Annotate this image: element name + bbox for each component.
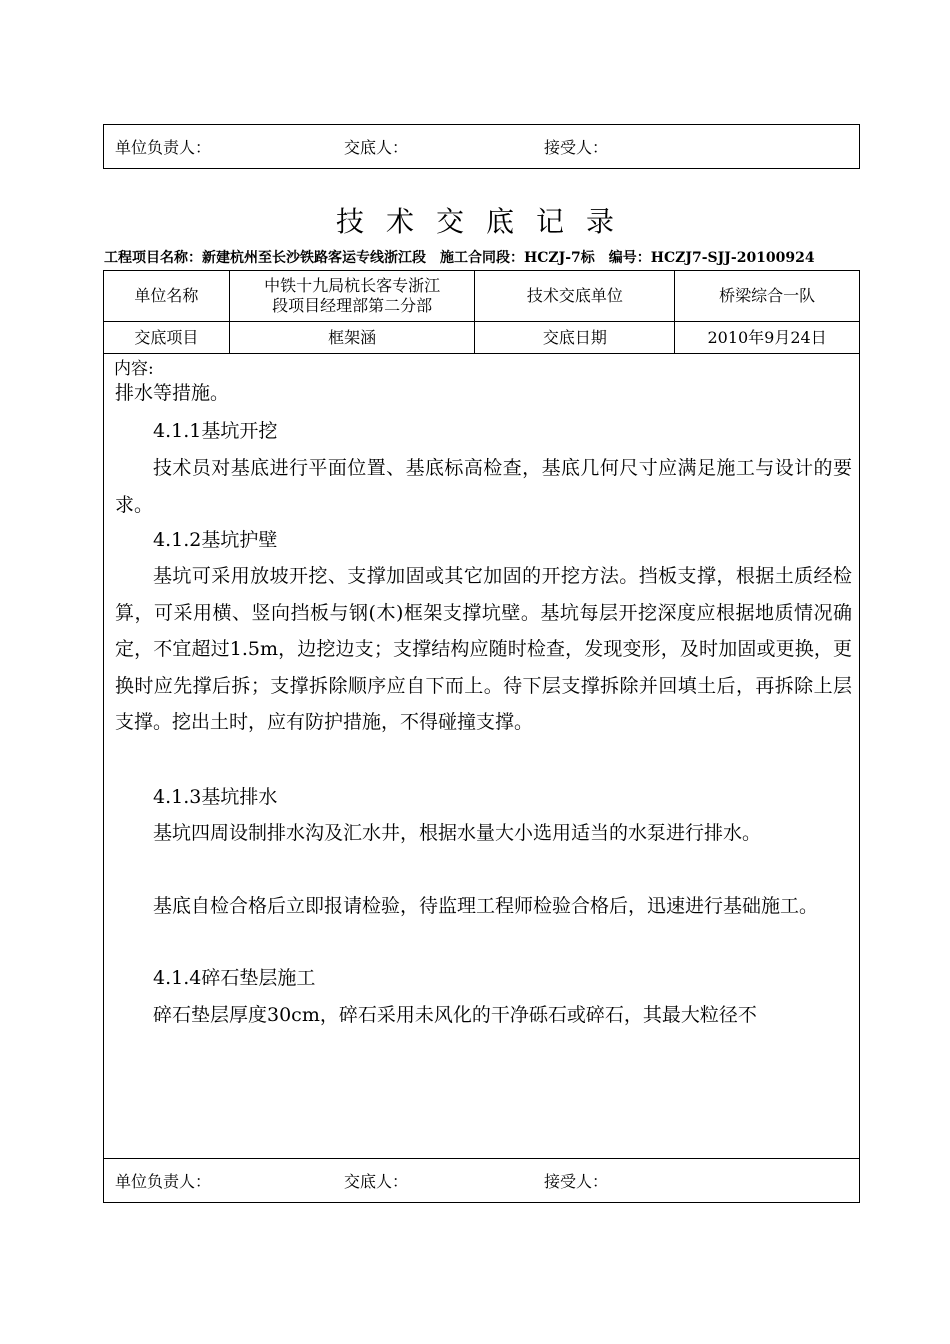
content-paragraph: 技术员对基底进行平面位置、基底标高检查，基底几何尺寸应满足施工与设计的要求。 [115,457,852,516]
unit-head-label: 单位负责人： [115,1172,212,1191]
unit-name-line1: 中铁十九局杭长客专浙江 [264,276,441,295]
section-heading: 4.1.4碎石垫层施工 [153,967,316,989]
content-label: 内容: [114,359,154,379]
content-paragraph: 排水等措施。 [115,382,230,404]
presenter-label: 交底人： [344,138,409,157]
section-heading: 4.1.2基坑护壁 [153,529,278,551]
receiver-label: 接受人： [544,138,609,157]
bottom-signature-bar [103,1158,860,1203]
document-title: 技术交底记录 [335,205,636,238]
unit-name-value [229,271,475,322]
header-table [103,270,860,354]
content-paragraph: 基底自检合格后立即报请检验，待监理工程师检验合格后，迅速进行基础施工。 [153,895,819,917]
unit-name-label: 单位名称 [104,271,230,322]
content-paragraph: 基坑可采用放坡开挖、支撑加固或其它加固的开挖方法。挡板支撑，根据土质经检算，可采用横、竖向挡板与钢(木)框架支撑坑壁。基坑每层开挖深度应根据地质情况确定，不宜超过1.5m，边挖边支；支撑结构应随时检查，发现变形，及时加固或更换，更换时应先撑后拆；支撑拆除顺序应自下而上。待下层支撑拆除并回填土后，再拆除上层支撑。挖出土时，应有防护措施，不得碰撞支撑。 [115,565,852,733]
document-number: 编号：HCZJ7-SJJ-20100924 [608,250,815,266]
top-signature-bar [103,124,860,169]
briefing-unit-label: 技术交底单位 [475,271,675,322]
project-meta-line [104,247,864,267]
content-paragraph: 基坑四周设制排水沟及汇水井，根据水量大小选用适当的水泵进行排水。 [153,822,762,844]
receiver-label: 接受人： [544,1172,609,1191]
section-heading: 4.1.1基坑开挖 [153,420,278,442]
project-name: 工程项目名称：新建杭州至长沙铁路客运专线浙江段 [104,250,426,266]
unit-head-label: 单位负责人： [115,138,212,157]
content-paragraph: 碎石垫层厚度30cm，碎石采用未风化的干净砾石或碎石，其最大粒径不 [153,1004,757,1026]
date-value: 2010年9月24日 [675,322,860,354]
briefing-unit-value: 桥梁综合一队 [675,271,860,322]
item-value: 框架涵 [229,322,475,354]
section-heading: 4.1.3基坑排水 [153,786,278,808]
item-label: 交底项目 [104,322,230,354]
unit-name-line2: 段项目经理部第二分部 [272,296,433,315]
date-label: 交底日期 [475,322,675,354]
contract-section: 施工合同段：HCZJ-7标 [440,250,595,266]
presenter-label: 交底人： [344,1172,409,1191]
content-area [103,353,860,1159]
